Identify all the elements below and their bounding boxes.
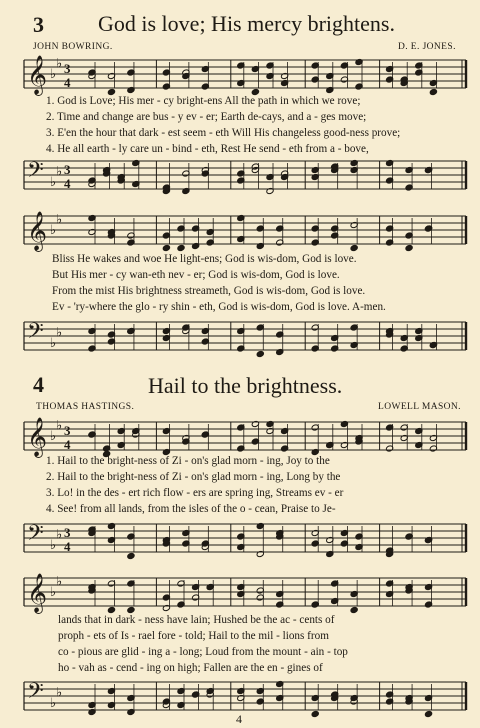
music-staff-bass [0,520,480,560]
verse-line: 1. God is Love; His mer - cy bright-ens All the path in which we rove; [46,95,361,107]
verse-line: 3. Lo! in the des - ert rich flow - ers are spring ing, Streams ev - er [46,487,344,499]
svg-text:3: 3 [64,61,71,76]
svg-text:𝄢: 𝄢 [27,158,44,188]
hymn-number: 3 [33,12,44,37]
verse-line: 2. Hail to the bright-ness of Zi - on's glad morn - ing, Long by the [46,471,341,483]
svg-text:𝄞: 𝄞 [27,55,48,95]
svg-text:𝄞: 𝄞 [27,211,48,251]
page-number: 4 [236,712,242,726]
verse-line: co - pious are glid - ing a - long; Loud from the mount - ain - top [58,646,348,658]
svg-text:𝄞: 𝄞 [27,417,48,457]
verse-line: 2. Time and change are bus - y ev - er; Earth de-cays, and a - ges move; [46,111,367,123]
svg-text:4: 4 [64,437,71,452]
svg-text:♭: ♭ [50,336,57,351]
svg-text:♭: ♭ [50,175,57,190]
music-credit: D. E. JONES. [398,42,456,52]
verse-line: ho - vah as - cend - ing on high; Fallen are the en - gines of [58,662,323,674]
svg-text:𝄢: 𝄢 [27,319,44,349]
svg-text:4: 4 [64,539,71,554]
svg-text:♭: ♭ [56,527,63,543]
svg-text:♭: ♭ [56,574,63,590]
svg-text:𝄢: 𝄢 [27,521,44,551]
verse-line: But His mer - cy wan-eth nev - er; God is wis-dom, God is love. [52,269,340,281]
music-staff-treble [0,56,480,96]
hymn-title: Hail to the brightness. [148,373,343,398]
verse-line: lands that in dark - ness have lain; Hushed be the ac - cents of [58,614,335,626]
svg-text:♭: ♭ [56,418,63,434]
music-staff-bass [0,318,480,358]
verse-line: proph - ets of Is - rael fore - told; Hail to the mil - lions from [58,630,329,642]
words-credit: JOHN BOWRING. [33,42,113,52]
verse-line: 3. E'en the hour that dark - est seem - eth Will His changeless good-ness prove; [46,127,401,139]
verse-line: Ev - 'ry-where the glo - ry shin - eth, God is wis-dom, God is love. A-men. [52,301,386,313]
verse-line: 1. Hail to the bright-ness of Zi - on's glad morn - ing, Joy to the [46,455,330,467]
hymn-title: God is love; His mercy brightens. [98,11,395,36]
svg-text:3: 3 [64,162,71,177]
verse-line: 4. He all earth - ly care un - bind - eth, Rest He send - eth from a - bove, [46,143,369,155]
svg-text:♭: ♭ [50,696,57,711]
hymn-number: 4 [33,372,44,397]
svg-text:4: 4 [64,176,71,191]
verse-line: From the mist His brightness streameth, God is wis-dom, God is love. [52,285,366,297]
svg-text:𝄞: 𝄞 [27,573,48,613]
music-staff-treble [0,418,480,458]
music-staff-treble [0,574,480,614]
svg-text:𝄢: 𝄢 [27,679,44,709]
words-credit: THOMAS HASTINGS. [36,402,135,412]
svg-text:♭: ♭ [50,67,57,82]
svg-text:♭: ♭ [50,538,57,553]
svg-text:♭: ♭ [50,429,57,444]
svg-text:♭: ♭ [56,164,63,180]
verse-line: 4. See! from all lands, from the isles of the o - cean, Praise to Je- [46,503,336,515]
svg-text:♭: ♭ [56,212,63,228]
verse-line: Bliss He wakes and woe He light-ens; God is wis-dom, God is love. [52,253,357,265]
svg-text:♭: ♭ [50,585,57,600]
svg-text:♭: ♭ [56,685,63,701]
svg-text:♭: ♭ [56,56,63,72]
music-staff-bass [0,157,480,197]
music-credit: LOWELL MASON. [378,402,461,412]
svg-text:♭: ♭ [50,223,57,238]
svg-text:3: 3 [64,423,71,438]
music-staff-treble [0,212,480,252]
svg-text:4: 4 [64,75,71,90]
svg-text:3: 3 [64,525,71,540]
svg-text:♭: ♭ [56,325,63,341]
